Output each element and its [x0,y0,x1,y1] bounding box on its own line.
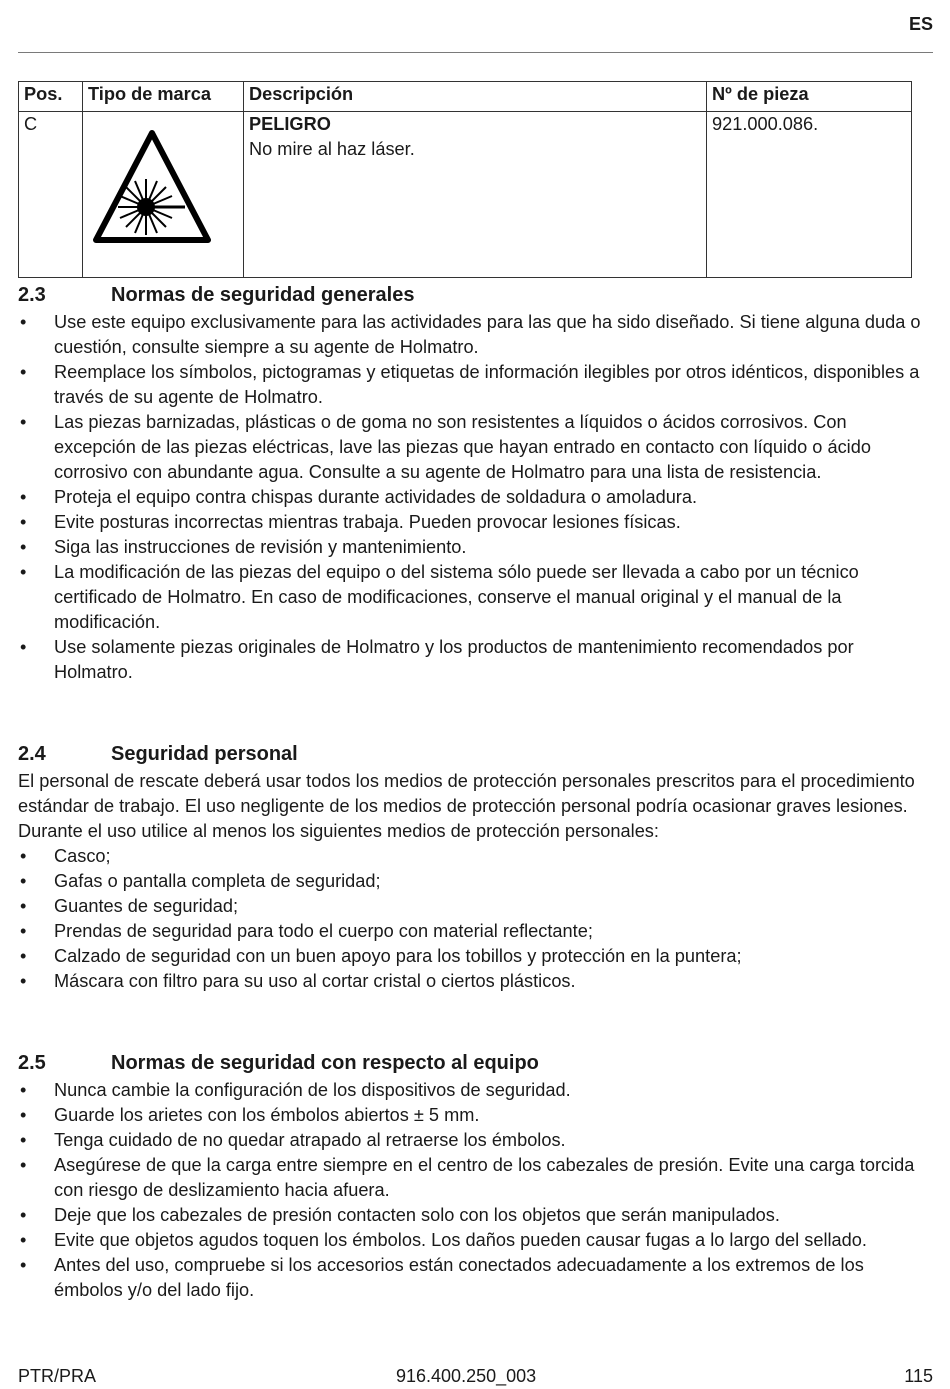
list-item: • Calzado de seguridad con un buen apoyo para los tobillos y protección en la puntera; [18,944,933,969]
cell-part-number: 921.000.086. [707,112,912,278]
section-heading [18,739,933,769]
bullet-list [18,844,933,994]
cell-pos: C [19,112,83,278]
section-heading [18,280,933,310]
danger-title: PELIGRO [249,114,331,134]
bullet-list [18,310,933,685]
list-item: • Siga las instrucciones de revisión y mantenimiento. [18,535,933,560]
list-item: • Use este equipo exclusivamente para las actividades para las que ha sido diseñado. Si tiene alguna duda o cuestión, consulte siempre a su agente de Holmatro. [18,310,933,360]
column-header-description: Descripción [244,82,707,112]
list-item: • Asegúrese de que la carga entre siempre en el centro de los cabezales de presión. Evite una carga torcida con riesgo de deslizamiento hacia afuera. [18,1153,933,1203]
section-intro: El personal de rescate deberá usar todos los medios de protección personales prescritos para el procedimiento estándar de trabajo. El uso negligente de los medios de protección personal podría ocasionar graves lesiones. Durante el uso utilice al menos los siguientes medios de protección personales: [18,771,915,841]
footer-document-number: 916.400.250_003 [396,1366,537,1386]
section-number: 2.4 [18,743,46,765]
column-header-pos: Pos. [19,82,83,112]
list-item: • Reemplace los símbolos, pictogramas y etiquetas de información ilegibles por otros idénticos, disponibles a través de su agente de Holmatro. [18,360,933,410]
section-2-3 [18,280,933,685]
list-item: • Máscara con filtro para su uso al cortar cristal o ciertos plásticos. [18,969,933,994]
list-item: • Prendas de seguridad para todo el cuerpo con material reflectante; [18,919,933,944]
list-item: • Guantes de seguridad; [18,894,933,919]
laser-warning-icon [91,127,213,249]
list-item: • Guarde los arietes con los émbolos abiertos ± 5 mm. [18,1103,933,1128]
page-footer [18,1364,933,1388]
list-item: • Deje que los cabezales de presión contacten solo con los objetos que serán manipulados. [18,1203,933,1228]
list-item: • Use solamente piezas originales de Holmatro y los productos de mantenimiento recomendados por Holmatro. [18,635,933,685]
section-number: 2.5 [18,1052,46,1074]
section-title: Seguridad personal [111,743,298,765]
list-item: • Las piezas barnizadas, plásticas o de goma no son resistentes a líquidos o ácidos corrosivos. Con excepción de las piezas eléctricas, lave las piezas que hayan entrado en contacto con líquido o ácido corrosivo con abundante agua. Consulte a su agente de Holmatro para una lista de resistencia. [18,410,933,485]
column-header-part-number: Nº de pieza [707,82,912,112]
danger-description: No mire al haz láser. [249,139,415,159]
bullet-list [18,1078,933,1303]
list-item: • Evite posturas incorrectas mientras trabaja. Pueden provocar lesiones físicas. [18,510,933,535]
page-number: 115 [904,1366,933,1386]
cell-description [244,112,707,278]
table-row [19,112,912,278]
list-item: • Proteja el equipo contra chispas durante actividades de soldadura o amoladura. [18,485,933,510]
list-item: • Tenga cuidado de no quedar atrapado al retraerse los émbolos. [18,1128,933,1153]
list-item: • La modificación de las piezas del equipo o del sistema sólo puede ser llevada a cabo por un técnico certificado de Holmatro. En caso de modificaciones, conserve el manual original y el manual de la modificación. [18,560,933,635]
list-item: • Casco; [18,844,933,869]
section-title: Normas de seguridad generales [111,284,415,306]
section-2-5 [18,1048,933,1303]
marking-table [18,81,912,278]
section-heading [18,1048,933,1078]
column-header-type: Tipo de marca [83,82,244,112]
section-2-4 [18,739,933,994]
footer-model: PTR/PRA [18,1366,97,1386]
list-item: • Gafas o pantalla completa de seguridad; [18,869,933,894]
table-header-row [19,82,912,112]
header-divider [18,52,933,53]
list-item: • Nunca cambie la configuración de los dispositivos de seguridad. [18,1078,933,1103]
language-label: ES [908,14,933,34]
section-title: Normas de seguridad con respecto al equipo [111,1052,539,1074]
list-item: • Antes del uso, compruebe si los accesorios están conectados adecuadamente a los extremos de los émbolos y/o del lado fijo. [18,1253,933,1303]
cell-symbol [83,112,244,278]
section-number: 2.3 [18,284,46,306]
list-item: • Evite que objetos agudos toquen los émbolos. Los daños pueden causar fugas a lo largo del sellado. [18,1228,933,1253]
